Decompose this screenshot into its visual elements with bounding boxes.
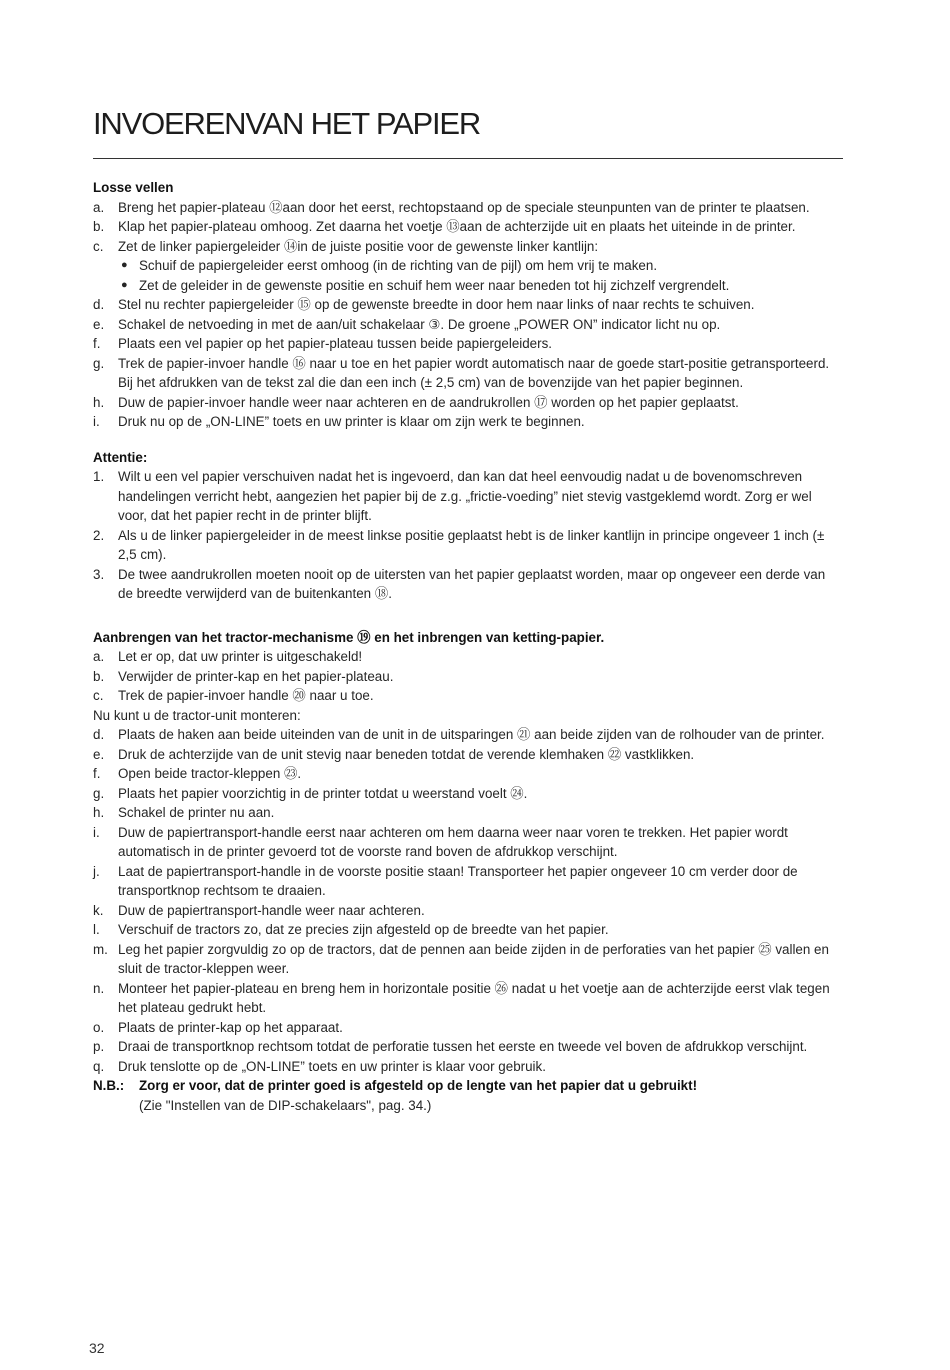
item-text: Plaats de printer-kap op het apparaat. [118,1019,343,1035]
list-marker: 2. [93,527,105,543]
list-item [93,217,843,237]
list-item [93,803,843,823]
list-marker: 3. [93,566,105,582]
list-marker: p. [93,1039,105,1054]
list-marker: m. [93,941,108,957]
item-text: Leg het papier zorgvuldig zo op de tractors, dat de pennen aan beide zijden in de perforaties van het papier ㉕ vallen en sluit de tractor-kleppen weer. [118,941,829,976]
list-marker: h. [93,805,105,820]
item-text: Laat de papiertransport-handle in de voorste positie staan! Transporteer het papier ongeveer 10 cm verder door de transportknop rechtsom te draaien. [118,863,798,898]
list-marker: i. [93,414,100,429]
section-spacer [93,432,843,448]
list-item [93,1018,843,1038]
list-item [93,1057,843,1077]
list-item [93,237,843,257]
list-item [93,901,843,921]
list-item [93,198,843,218]
list-item [93,979,843,1018]
section-attentie [93,448,843,604]
section-heading: Losse vellen [93,180,174,195]
list-marker: f. [93,766,101,781]
list-marker: f. [93,336,101,351]
item-text: Trek de papier-invoer handle ⑯ naar u toe en het papier wordt automatisch naar de goede start-positie getransporteerd. Bij het afdrukken van de tekst zal die dan een inch (± 2,5 cm) van de bovenzijde van het papier beginnen. [118,355,830,390]
item-text: Duw de papiertransport-handle eerst naar achteren om hem daarna weer naar voren te trekken. Het papier wordt automatisch in de printer gevoerd tot de voorste rand boven de afdrukkop verschijnt. [118,824,788,859]
page-number: 32 [89,1340,105,1356]
item-text: Schakel de printer nu aan. [118,805,275,820]
item-text: Druk de achterzijde van de unit stevig naar beneden totdat de verende klemhaken ㉒ vastklikken. [118,746,695,762]
list-item [93,565,843,604]
item-text: Wilt u een vel papier verschuiven nadat het is ingevoerd, dan kan dat heel eenvoudig nadat u de bovenomschreven handelingen verricht hebt, aangezien het papier bij de z.g. „frictie-voeding” niet stevig vastgeklemd wordt. Zorg er wel voor, dat het papier recht in de printer blijft. [118,469,812,523]
document-body [93,178,843,1115]
list-item [93,354,843,393]
item-text: Verschuif de tractors zo, dat ze precies zijn afgesteld op de breedte van het papier. [118,922,609,937]
bullet-item [93,276,843,296]
list-marker: c. [93,688,104,703]
list-marker: e. [93,316,105,332]
list-item [93,1037,843,1057]
item-text: Breng het papier-plateau ⑫aan door het eerst, rechtopstaand op de speciale steunpunten van de printer te plaatsen. [118,199,810,215]
list-marker: d. [93,727,105,742]
nb-text: Zorg er voor, dat de printer goed is afgesteld op de lengte van het papier dat u gebruikt! [139,1078,698,1093]
item-text: Plaats de haken aan beide uiteinden van de unit in de uitsparingen ㉑ aan beide zijden van de rolhouder van de printer. [118,727,825,742]
section-heading: Aanbrengen van het tractor-mechanisme ⑲ en het inbrengen van ketting-papier. [93,629,605,645]
list-item [93,526,843,565]
list-item [93,393,843,413]
section-tractor [93,628,843,1077]
item-text: Stel nu rechter papiergeleider ⑮ op de gewenste breedte in door hem naar links of naar rechts te schuiven. [118,297,755,312]
list-marker: k. [93,902,104,918]
item-text: Zet de geleider in de gewenste positie en schuif hem weer naar beneden tot hij zichzelf vergrendelt. [139,277,730,293]
item-text: Monteer het papier-plateau en breng hem in horizontale positie ㉖ nadat u het voetje aan de achterzijde eerst vlak tegen het plateau gedrukt hebt. [118,980,830,1015]
nb-marker: N.B.: [93,1078,125,1093]
list-marker: a. [93,199,105,215]
list-item [93,784,843,804]
list-item [93,686,843,706]
section-spacer [93,604,843,628]
list-item [93,467,843,526]
list-marker: i. [93,824,100,840]
bullet-marker: ● [121,259,128,271]
item-text: Draai de transportknop rechtsom totdat de perforatie tussen het eerste en tweede vel boven de afdrukkop verschijnt. [118,1039,808,1054]
nb-reference: (Zie "Instellen van de DIP-schakelaars", pag. 34.) [139,1097,432,1113]
list-item [93,412,843,432]
item-text: Plaats het papier voorzichtig in de printer totdat u weerstand voelt ㉔. [118,785,528,801]
item-text: Schuif de papiergeleider eerst omhoog (in de richting van de pijl) om hem vrij te maken. [139,258,658,273]
list-marker: g. [93,785,105,801]
list-item [93,823,843,862]
item-text: Als u de linker papiergeleider in de meest linkse positie geplaatst hebt is de linker kantlijn in principe ongeveer 1 inch (± 2,5 cm). [118,527,825,562]
list-item [93,295,843,315]
list-item [93,862,843,901]
plain-line [93,706,843,726]
item-text: Let er op, dat uw printer is uitgeschakeld! [118,649,363,664]
list-item [93,725,843,745]
list-marker: g. [93,355,105,371]
list-marker: n. [93,980,105,996]
nb-note [93,1076,843,1096]
list-marker: c. [93,238,104,254]
item-text: Nu kunt u de tractor-unit monteren: [93,707,301,723]
list-marker: b. [93,668,105,684]
item-text: Zet de linker papiergeleider ⑭in de juiste positie voor de gewenste linker kantlijn: [118,238,599,254]
item-text: Verwijder de printer-kap en het papier-plateau. [118,668,394,684]
bullet-item [93,256,843,276]
item-text: Trek de papier-invoer handle ⑳ naar u toe. [118,688,374,703]
list-marker: e. [93,746,105,762]
list-marker: d. [93,297,105,312]
list-item [93,315,843,335]
list-item [93,745,843,765]
item-text: Plaats een vel papier op het papier-plateau tussen beide papiergeleiders. [118,336,553,351]
section-heading: Attentie: [93,449,148,465]
list-marker: j. [93,863,100,879]
bullet-marker: ● [121,278,128,291]
item-text: Druk nu op de „ON-LINE” toets en uw printer is klaar om zijn werk te beginnen. [118,414,585,429]
list-marker: a. [93,649,105,664]
list-marker: o. [93,1019,105,1035]
list-item [93,920,843,940]
item-text: Duw de papiertransport-handle weer naar achteren. [118,902,425,918]
item-text: De twee aandrukrollen moeten nooit op de uitersten van het papier geplaatst worden, maar op ongeveer een derde van de breedte verwijderd van de buitenkanten ⑱. [118,566,826,601]
item-text: Druk tenslotte op de „ON-LINE” toets en uw printer is klaar voor gebruik. [118,1058,546,1074]
section-losse-vellen [93,178,843,432]
list-marker: l. [93,922,100,937]
list-marker: b. [93,219,105,234]
list-item [93,940,843,979]
page-title: INVOERENVAN HET PAPIER [93,106,481,141]
item-text: Klap het papier-plateau omhoog. Zet daarna het voetje ⑬aan de achterzijde uit en plaats het uiteinde in de printer. [118,219,796,234]
item-text: Open beide tractor-kleppen ㉓. [118,766,302,781]
list-marker: 1. [93,469,105,484]
list-item [93,647,843,667]
list-item [93,667,843,687]
list-item [93,764,843,784]
item-text: Duw de papier-invoer handle weer naar achteren en de aandrukrollen ⑰ worden op het papier geplaatst. [118,394,739,410]
list-marker: q. [93,1058,105,1074]
title-divider [93,158,843,159]
list-item [93,334,843,354]
list-marker: h. [93,394,105,410]
item-text: Schakel de netvoeding in met de aan/uit schakelaar ③. De groene „POWER ON” indicator licht nu op. [118,316,721,332]
